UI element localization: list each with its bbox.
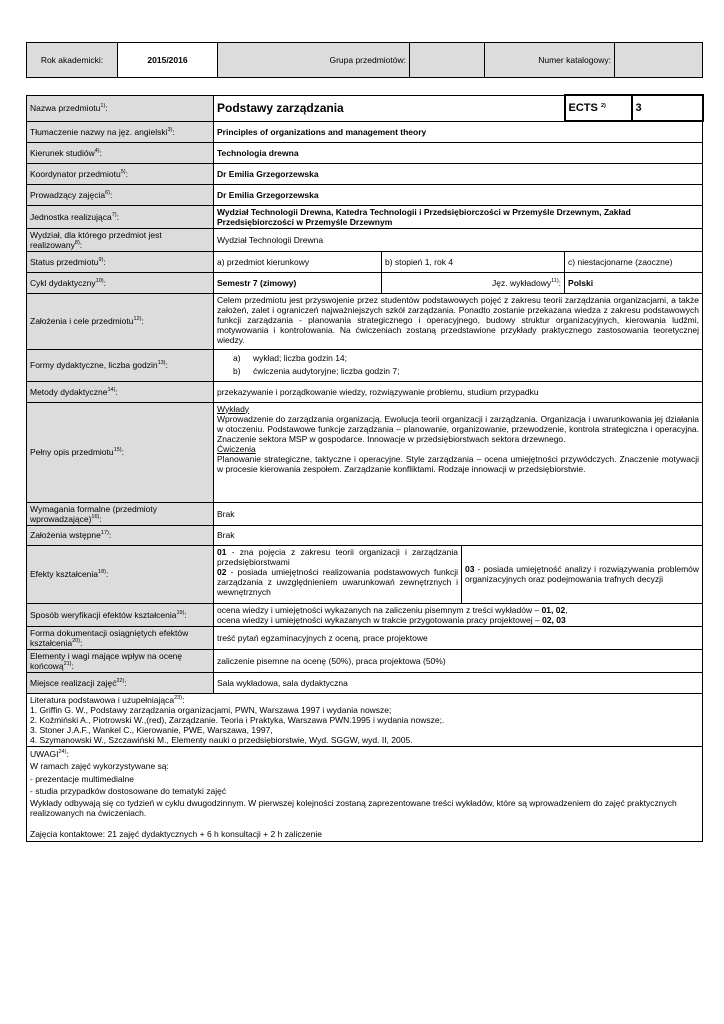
miejsce-label: Miejsce realizacji zajęć: [30, 677, 117, 688]
wydzial-value: Wydział Technologii Drewna: [214, 228, 703, 251]
koordynator-sup: 5): [120, 168, 126, 175]
efekt-02-num: 02: [217, 566, 227, 577]
rok-label: Rok akademicki:: [27, 43, 118, 78]
kierunek-value: Technologia drewna: [214, 142, 703, 163]
row-uwagi: [27, 746, 703, 842]
nazwa-sup: 1): [100, 103, 106, 109]
row-formy: Formy dydaktyczne, liczba godzin$^{13)}$: a) wykład; liczba godzin 14; b) ćwiczenia audytoryjne; liczba godzin 7;: [27, 349, 703, 381]
literatura-item: 1. Griffin G. W., Podstawy zarządzania organizacjami, PWN, Warszawa 1997 i wydania nowsze;: [30, 704, 392, 715]
row-opis: Pełny opis przedmiotu$^{15)}$: Wykłady Wprowadzenie do zarządzania organizacją. Ewolucja teorii organizacji i zarządzania. Organizacja i uwarunkowania jej działania w otoczeniu. Podstawowe funkcje zarządzania – planowanie, organizowanie, przewodzenie, kontrola strategiczna i operacyjna. Znaczenie sektora MSP w gospodarce. Innowacje w przedsiębiorstwach sektora drzewnego. Ćwiczenia Planowanie strategiczne, taktyczne i operacyjne. Style zarządzania – ocena umiejętności przywódczych. Znaczenie motywacji w procesie kierowania zespołem. Zarządzanie konfliktami. Rodzaje innowacji w przedsiębiorstwie.: [27, 402, 703, 502]
syllabus-table: [26, 94, 704, 842]
efekt-01: [217, 547, 458, 567]
sposob-line-2: [217, 615, 699, 625]
uwagi-line: - studia przypadków dostosowane do tematyki zajęć: [30, 786, 227, 796]
prowadzacy-value: Dr Emilia Grzegorzewska: [214, 184, 703, 205]
tlumaczenie-sup: 3): [167, 126, 173, 133]
ects-label: ECTS: [568, 102, 598, 114]
formy-item-mark: a): [233, 353, 241, 363]
cykl-sup: 10): [95, 277, 104, 284]
koordynator-value: Dr Emilia Grzegorzewska: [214, 163, 703, 184]
efekty-sup: 18): [98, 569, 106, 575]
kierunek-sup: 4): [94, 147, 100, 154]
formy-item: [233, 365, 699, 378]
uwagi-heading: UWAGI$^{24)}$:: [30, 748, 69, 759]
wyklady-heading: Wykłady: [217, 403, 250, 414]
literatura-sup: 23): [174, 694, 183, 701]
efekt-01-num: 01: [217, 546, 227, 557]
metody-sup: 14): [107, 386, 116, 393]
opis-label: Pełny opis przedmiotu: [30, 447, 114, 457]
status-label: Status przedmiotu: [30, 256, 99, 267]
row-status: Status przedmiotu$^{9)}$: a) przedmiot kierunkowy b) stopień 1, rok 4 c) niestacjonarne (zaoczne): [27, 251, 703, 272]
nazwa-value: Podstawy zarządzania: [214, 95, 565, 121]
forma-dok-label: Forma dokumentacji osiągniętych efektów kształcenia: [30, 627, 189, 648]
status-c: c) niestacjonarne (zaoczne): [565, 251, 703, 272]
row-cykl: Cykl dydaktyczny$^{10)}$: Semestr 7 (zimowy) Jęz. wykładowy$^{11)}$: Polski: [27, 272, 703, 293]
elementy-label: Elementy i wagi mające wpływ na ocenę końcową: [30, 650, 183, 671]
zalozenia-wst-label: Założenia wstępne: [30, 530, 101, 540]
prowadzacy-sup: 6): [105, 189, 111, 196]
row-elementy: Elementy i wagi mające wpływ na ocenę końcową$^{21)}$: zaliczenie pisemne na ocenę (50%), praca projektowa (50%): [27, 649, 703, 672]
efekt-03-num: 03: [465, 564, 475, 574]
sposob-line-1: [217, 605, 699, 615]
miejsce-value: Sala wykładowa, sala dydaktyczna: [214, 672, 703, 693]
wydzial-sup: 8): [74, 239, 80, 246]
formy-label: Formy dydaktyczne, liczba godzin: [30, 360, 158, 370]
wydzial-label: Wydział, dla którego przedmiot jest realizowany: [30, 229, 162, 250]
row-prowadzacy: Prowadzący zajęcia$^{6)}$: Dr Emilia Grzegorzewska: [27, 184, 703, 205]
literatura-label: Literatura podstawowa i uzupełniająca: [30, 694, 175, 705]
zalozenia-label: Założenia i cele przedmiotu: [30, 316, 134, 326]
tlumaczenie-label: Tłumaczenie nazwy na jęz. angielski: [30, 126, 168, 137]
row-tlumaczenie: Tłumaczenie nazwy na jęz. angielski$^{3)}$: Principles of organizations and management theory: [27, 121, 703, 142]
sposob-label: Sposób weryfikacji efektów kształcenia: [30, 609, 177, 620]
status-b: b) stopień 1, rok 4: [382, 251, 565, 272]
elementy-sup: 21): [63, 660, 72, 667]
miejsce-sup: 22): [116, 677, 125, 684]
uwagi-line: Zajęcia kontaktowe: 21 zajęć dydaktycznych + 6 h konsultacji + 2 h zaliczenie: [30, 828, 322, 839]
cwiczenia-text: Planowanie strategiczne, taktyczne i operacyjne. Style zarządzania – ocena umiejętności przywódczych. Znaczenie motywacji w procesie kierowania zespołem. Zarządzanie konfliktami. Rodzaje innowacji w przedsiębiorstwie.: [217, 453, 700, 474]
sposob-line-1-end: ,: [565, 604, 568, 615]
grupa-value: [410, 43, 485, 78]
formy-item-mark: b): [233, 366, 241, 376]
metody-value: przekazywanie i porządkowanie wiedzy, rozwiązywanie problemu, studium przypadku: [214, 381, 703, 402]
zalozenia-sup: 12): [133, 316, 142, 322]
literatura-heading: Literatura podstawowa i uzupełniająca$^{23)}$:: [30, 694, 185, 705]
efekt-01-text: - zna pojęcia z zakresu teorii organizacji i zarządzania przedsiębiorstwami: [217, 546, 458, 567]
formy-list: [217, 352, 699, 378]
row-metody: Metody dydaktyczne$^{14)}$: przekazywanie i porządkowanie wiedzy, rozwiązywanie problemu, studium przypadku: [27, 381, 703, 402]
efekt-02: [217, 567, 458, 597]
wymagania-value: Brak: [214, 502, 703, 525]
sposob-line-2-codes: 02, 03: [542, 614, 566, 625]
numer-value: [615, 43, 703, 78]
uwagi-line: W ramach zajęć wykorzystywane są:: [30, 761, 169, 771]
cykl-label: Cykl dydaktyczny: [30, 277, 96, 288]
row-koordynator: Koordynator przedmiotu$^{5)}$: Dr Emilia Grzegorzewska: [27, 163, 703, 184]
numer-label: Numer katalogowy:: [485, 43, 615, 78]
koordynator-label: Koordynator przedmiotu: [30, 168, 121, 179]
row-sposob: Sposób weryfikacji efektów kształcenia$^{19)}$: ocena wiedzy i umiejętności wykazanych na zaliczeniu pisemnym z treści wykładów – 01, 02, ocena wiedzy i umiejętności wykazanych w trakcie przygotowania pracy projektowej – 02, 03: [27, 603, 703, 626]
efekt-03-text: - posiada umiejętność analizy i rozwiązywania problemów organizacyjnych oraz podejmowania trafnych decyzji: [465, 564, 700, 584]
jez-label: Jęz. wykładowy: [492, 277, 552, 288]
forma-dok-value: treść pytań egzaminacyjnych z oceną, prace projektowe: [214, 626, 703, 649]
jez-sup: 11): [551, 277, 559, 284]
sposob-line-2-text: ocena wiedzy i umiejętności wykazanych w trakcie przygotowania pracy projektowej –: [217, 614, 543, 625]
row-jednostka: Jednostka realizująca$^{7)}$: Wydział Technologii Drewna, Katedra Technologii i Przedsiębiorczości w Przemyśle Drzewnym, Zakład Przedsiębiorczości w Przemyśle Drzewnym: [27, 205, 703, 228]
row-efekty: Efekty kształcenia$^{18)}$: 01 - zna pojęcia z zakresu teorii organizacji i zarządzania przedsiębiorstwami 02 - posiada umiejętności realizowania podstawowych funkcji zarządzania z uwzględnieniem uwarunkowań zewnętrznych i wewnętrznych 03 - posiada umiejętność analizy i rozwiązywania problemów organizacyjnych oraz podejmowania trafnych decyzji: [27, 545, 703, 603]
ects-value: 3: [632, 95, 703, 121]
row-wydzial: Wydział, dla którego przedmiot jest realizowany$^{8)}$: Wydział Technologii Drewna: [27, 228, 703, 251]
sposob-line-1-codes: 01, 02: [541, 604, 566, 615]
elementy-value: zaliczenie pisemne na ocenę (50%), praca projektowa (50%): [214, 649, 703, 672]
sposob-line-1-text: ocena wiedzy i umiejętności wykazanych na zaliczeniu pisemnym z treści wykładów –: [217, 604, 542, 615]
jednostka-sup: 7): [111, 211, 117, 218]
row-zalozenia-wstepne: Założenia wstępne$^{17)}$: Brak: [27, 525, 703, 545]
prowadzacy-label: Prowadzący zajęcia: [30, 189, 106, 200]
row-forma-dokumentacji: Forma dokumentacji osiągniętych efektów kształcenia$^{20)}$: treść pytań egzaminacyjnych z oceną, prace projektowe: [27, 626, 703, 649]
zalozenia-value: Celem przedmiotu jest przyswojenie przez studentów podstawowych pojęć z zakresu teorii zarządzania organizacjami, a także założeń, zalet i ograniczeń najważniejszych szkół zarządzania. Ponadto zostanie przekazana wiedza z zakresu podstawowych funkcji zarządzania - planowania strategicznego i operacyjnego, budowy struktur organizacyjnych, kierowania ludźmi, motywowania i kontrolowania. Na ćwiczeniach zostaną przedstawione przykłady praktycznego zastosowania teoretycznej wiedzy.: [214, 293, 703, 349]
row-miejsce: Miejsce realizacji zajęć$^{22)}$: Sala wykładowa, sala dydaktyczna: [27, 672, 703, 693]
status-sup: 9): [98, 256, 104, 263]
jednostka-value: Wydział Technologii Drewna, Katedra Technologii i Przedsiębiorczości w Przemyśle Drzewnym, Zakład Przedsiębiorczości w Przemyśle Drzewnym: [214, 205, 703, 228]
row-literatura: [27, 693, 703, 746]
cykl-value: Semestr 7 (zimowy): [214, 272, 382, 293]
zalozenia-wst-sup: 17): [100, 530, 109, 536]
uwagi-line: [30, 818, 699, 828]
jez-value: Polski: [565, 272, 703, 293]
efekty-label: Efekty kształcenia: [30, 569, 99, 579]
status-a: a) przedmiot kierunkowy: [214, 251, 382, 272]
grupa-label: Grupa przedmiotów:: [218, 43, 410, 78]
wymagania-label: Wymagania formalne (przedmioty wprowadzające): [30, 503, 157, 524]
nazwa-label: Nazwa przedmiotu: [30, 103, 101, 113]
forma-dok-sup: 20): [72, 637, 81, 644]
uwagi-sup: 24): [58, 748, 67, 755]
formy-item-text: ćwiczenia audytoryjne; liczba godzin 7;: [253, 366, 400, 376]
literatura-item: 4. Szymanowski W., Szczawiński M., Elementy nauki o przedsiębiorstwie, Wyd. SGGW, wyd. II, 2005.: [30, 734, 413, 745]
zalozenia-wst-value: Brak: [214, 525, 703, 545]
formy-sup: 13): [157, 360, 166, 366]
metody-label: Metody dydaktyczne: [30, 386, 108, 397]
formy-item: [233, 352, 699, 365]
efekt-03: [465, 564, 699, 584]
rok-value: 2015/2016: [118, 43, 218, 78]
jednostka-label: Jednostka realizująca: [30, 211, 112, 222]
ects-sup: 2): [600, 103, 606, 109]
formy-item-text: wykład; liczba godzin 14;: [253, 353, 348, 363]
kierunek-label: Kierunek studiów: [30, 147, 95, 158]
row-nazwa: Nazwa przedmiotu$^{1)}$: Podstawy zarządzania ECTS $^{2)}$ 3: [27, 95, 703, 121]
row-wymagania: Wymagania formalne (przedmioty wprowadzające)$^{16)}$: Brak: [27, 502, 703, 525]
wyklady-text: Wprowadzenie do zarządzania organizacją. Ewolucja teorii organizacji i zarządzania. Organizacja i uwarunkowania jej działania w otoczeniu. Podstawowe funkcje zarządzania – planowanie, organizowanie, przewodzenie, kontrola strategiczna i operacyjna. Znaczenie sektora MSP w gospodarce. Innowacje w przedsiębiorstwach sektora drzewnego.: [217, 413, 700, 444]
row-kierunek: Kierunek studiów$^{4)}$: Technologia drewna: [27, 142, 703, 163]
tlumaczenie-value: Principles of organizations and management theory: [214, 121, 703, 142]
wymagania-sup: 16): [91, 513, 100, 520]
uwagi-line: - prezentacje multimedialne: [30, 773, 134, 784]
literatura-item: 3. Stoner J.A.F., Wankel C., Kierowanie, PWE, Warszawa, 1997,: [30, 724, 273, 735]
efekt-02-text: - posiada umiejętności realizowania podstawowych funkcji zarządzania z uwzględnieniem uwarunkowań zewnętrznych i wewnętrznych: [217, 566, 458, 597]
cwiczenia-heading: Ćwiczenia: [217, 443, 256, 454]
literatura-item: 2. Koźmiński A., Piotrowski W.,(red), Zarządzanie. Teoria i Praktyka, Warszawa PWN.1995 i wydania nowsze;.: [30, 714, 445, 725]
opis-sup: 15): [113, 447, 122, 453]
row-zalozenia: Założenia i cele przedmiotu$^{12)}$: Celem przedmiotu jest przyswojenie przez studentów podstawowych pojęć z zakresu teorii zarządzania organizacjami, a także założeń, zalet i ograniczeń najważniejszych szkół zarządzania. Ponadto zostanie przekazana wiedza z zakresu podstawowych funkcji zarządzania - planowania strategicznego i operacyjnego, budowy struktur organizacyjnych, kierowania ludźmi, motywowania i kontrolowania. Na ćwiczeniach zostaną przedstawione przykłady praktycznego zastosowania teoretycznej wiedzy.: [27, 293, 703, 349]
sposob-sup: 19): [176, 609, 185, 616]
header-table: [26, 42, 703, 78]
uwagi-label: UWAGI: [30, 748, 59, 759]
uwagi-line: Wykłady odbywają się co tydzień w cyklu dwugodzinnym. W pierwszej kolejności zostaną zaprezentowane treści wykładów, które są wprowadzeniem do zajęć praktycznych realizowanych na ćwiczeniach.: [30, 797, 677, 818]
